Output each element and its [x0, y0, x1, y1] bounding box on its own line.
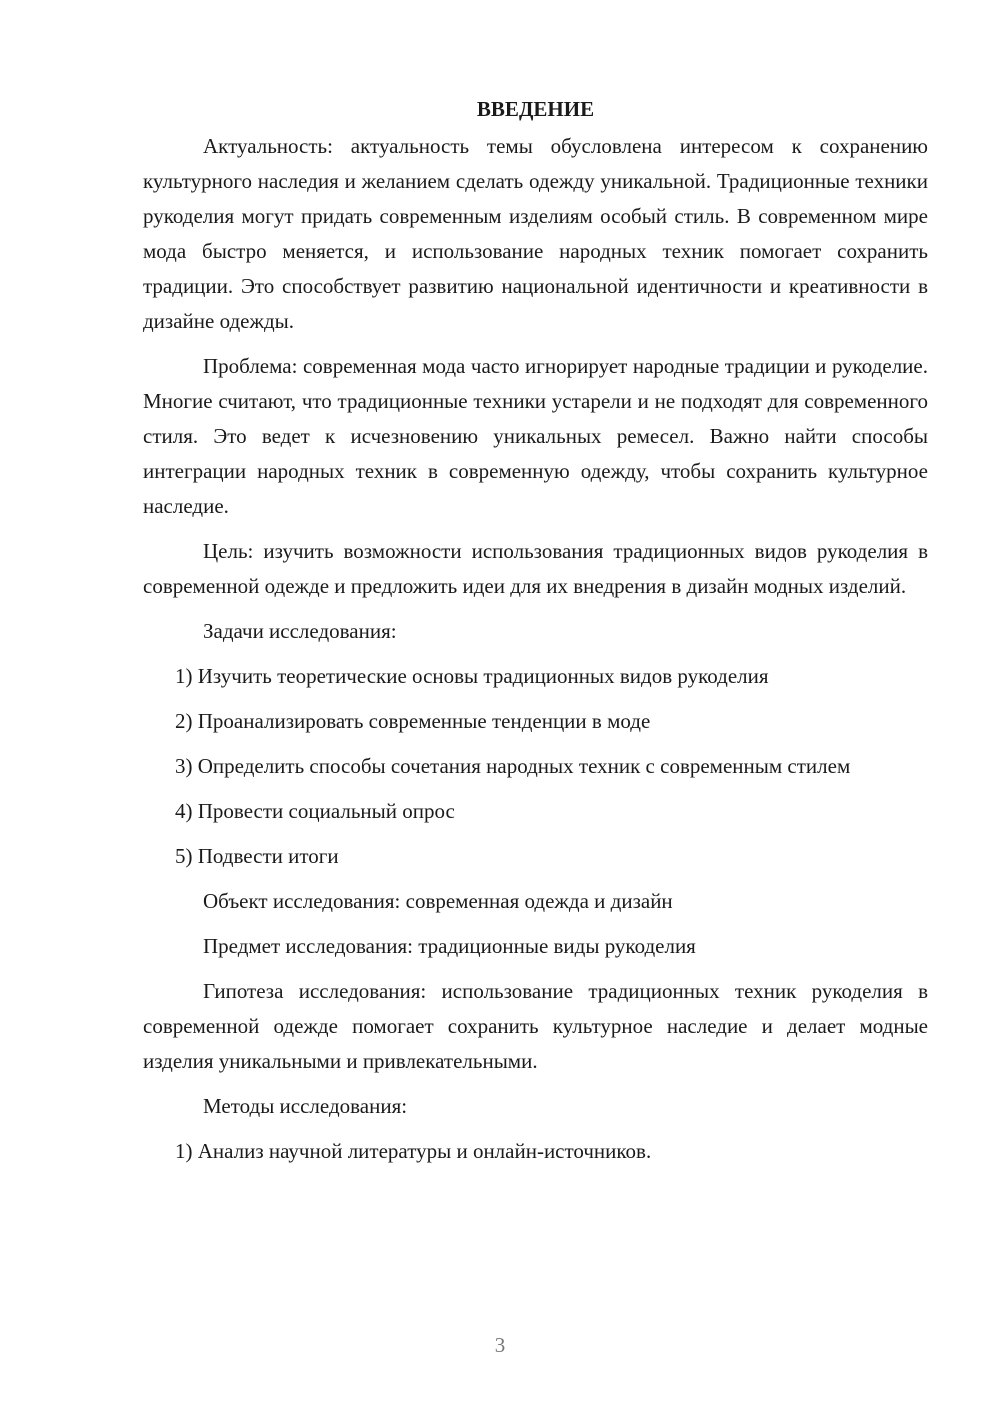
section-title: ВВЕДЕНИЕ	[476, 97, 595, 121]
tasks-heading: Задачи исследования:	[203, 619, 397, 643]
subject-line: Предмет исследования: традиционные виды рукоделия	[203, 934, 696, 958]
document-page	[143, 92, 928, 1179]
relevance-paragraph: Актуальность: актуальность темы обусловлена интересом к сохранению культурного наследия и желанием сделать одежду уникальной. Традиционные техники рукоделия могут придать современным изделиям особый стиль. В современном мире мода быстро меняется, и использование народных техник помогает сохранить традиции. Это способствует развитию национальной идентичности и креативности в дизайне одежды.	[143, 134, 928, 333]
hypothesis-paragraph: Гипотеза исследования: использование традиционных техник рукоделия в современной одежде помогает сохранить культурное наследие и делает модные изделия уникальными и привлекательными.	[143, 979, 928, 1073]
task-item: 4) Провести социальный опрос	[175, 799, 455, 823]
task-item: 3) Определить способы сочетания народных техник с современным стилем	[175, 754, 851, 778]
methods-heading: Методы исследования:	[203, 1094, 408, 1118]
task-item: 5) Подвести итоги	[175, 844, 339, 868]
method-item: 1) Анализ научной литературы и онлайн-источников.	[175, 1139, 652, 1163]
page-number: 3	[494, 1333, 506, 1357]
problem-paragraph: Проблема: современная мода часто игнорирует народные традиции и рукоделие. Многие считают, что традиционные техники устарели и не подходят для современного стиля. Это ведет к исчезновению уникальных ремесел. Важно найти способы интеграции народных техник в современную одежду, чтобы сохранить культурное наследие.	[143, 354, 928, 518]
goal-paragraph: Цель: изучить возможности использования традиционных видов рукоделия в современной одежде и предложить идеи для их внедрения в дизайн модных изделий.	[143, 539, 928, 598]
object-line: Объект исследования: современная одежда и дизайн	[203, 889, 673, 913]
task-item: 2) Проанализировать современные тенденции в моде	[175, 709, 651, 733]
task-item: 1) Изучить теоретические основы традиционных видов рукоделия	[175, 664, 769, 688]
